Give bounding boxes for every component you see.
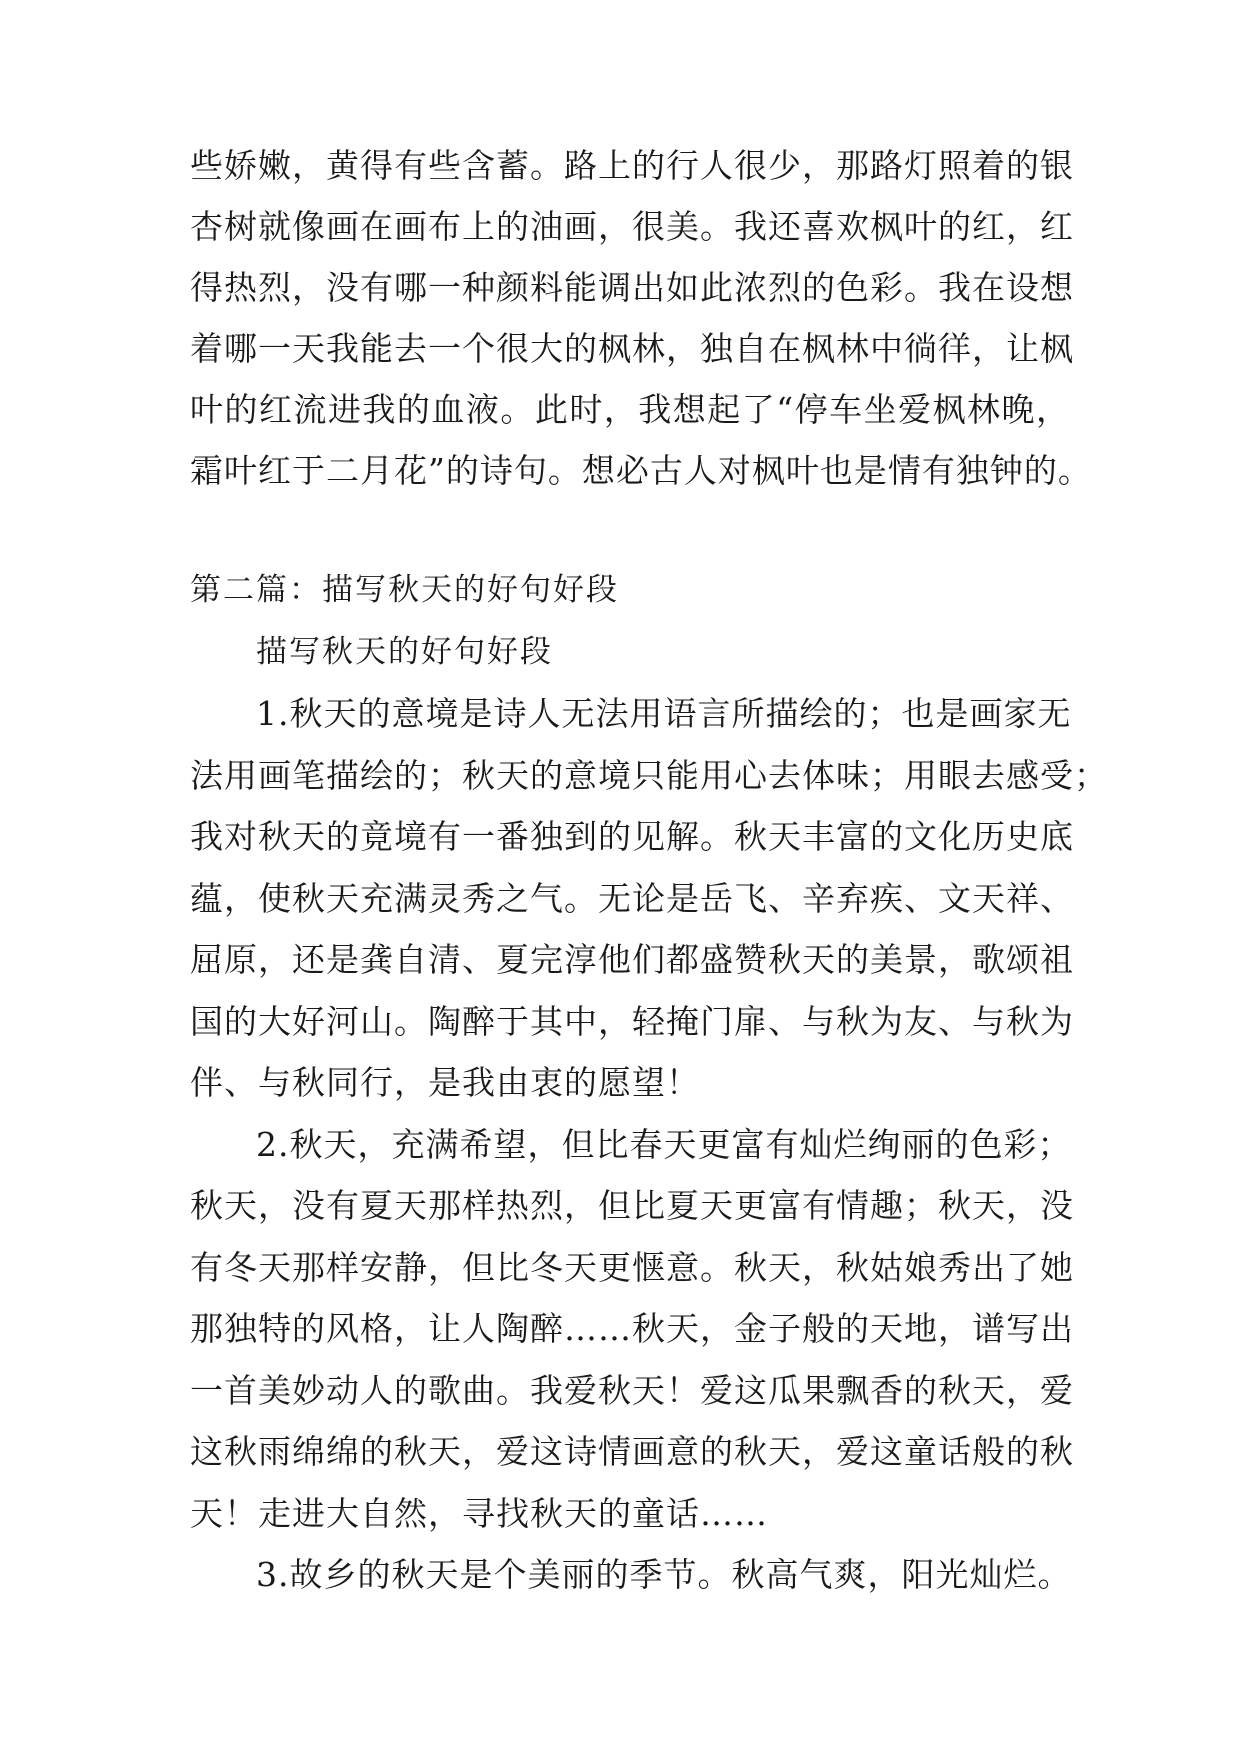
text-line: 1.秋天的意境是诗人无法用语言所描绘的；也是画家无 (256, 694, 1072, 733)
text-line: 国的大好河山。陶醉于其中，轻掩门扉、与秋为友、与秋为 (190, 1002, 1074, 1041)
text-line: 伴、与秋同行，是我由衷的愿望！ (190, 1063, 700, 1102)
text-line: 得热烈，没有哪一种颜料能调出如此浓烈的色彩。我在设想 (190, 268, 1074, 307)
text-line: 蕴，使秋天充满灵秀之气。无论是岳飞、辛弃疾、文天祥、 (190, 879, 1074, 918)
text-line: 叶的红流进我的血液。此时，我想起了“停车坐爱枫林晚， (190, 390, 1070, 429)
text-line: 有冬天那样安静，但比冬天更惬意。秋天，秋姑娘秀出了她 (190, 1248, 1074, 1287)
text-line: 着哪一天我能去一个很大的枫林，独自在枫林中徜徉，让枫 (190, 329, 1074, 368)
text-line: 我对秋天的竟境有一番独到的见解。秋天丰富的文化历史底 (190, 817, 1074, 856)
text-line: 这秋雨绵绵的秋天，爱这诗情画意的秋天，爱这童话般的秋 (190, 1432, 1074, 1471)
text-line: 秋天，没有夏天那样热烈，但比夏天更富有情趣；秋天，没 (190, 1186, 1074, 1225)
text-line: 杏树就像画在画布上的油画，很美。我还喜欢枫叶的红，红 (190, 207, 1074, 246)
text-line: 霜叶红于二月花”的诗句。想必古人对枫叶也是情有独钟的。 (190, 451, 1092, 490)
text-line: 天！走进大自然，寻找秋天的童话…… (190, 1494, 768, 1533)
section-heading: 第二篇：描写秋天的好句好段 (190, 572, 619, 608)
subheading: 描写秋天的好句好段 (256, 634, 553, 670)
text-line: 法用画笔描绘的；秋天的意境只能用心去体味；用眼去感受； (190, 756, 1108, 795)
text-line: 些娇嫩，黄得有些含蓄。路上的行人很少，那路灯照着的银 (190, 146, 1074, 185)
text-line: 屈原，还是龚自清、夏完淳他们都盛赞秋天的美景，歌颂祖 (190, 940, 1074, 979)
text-line: 2.秋天，充满希望，但比春天更富有灿烂绚丽的色彩； (256, 1125, 1072, 1164)
text-line: 一首美妙动人的歌曲。我爱秋天！爱这瓜果飘香的秋天，爱 (190, 1371, 1074, 1410)
text-line: 3.故乡的秋天是个美丽的季节。秋高气爽，阳光灿烂。 (256, 1555, 1072, 1594)
text-line: 那独特的风格，让人陶醉……秋天，金子般的天地，谱写出 (190, 1309, 1074, 1348)
